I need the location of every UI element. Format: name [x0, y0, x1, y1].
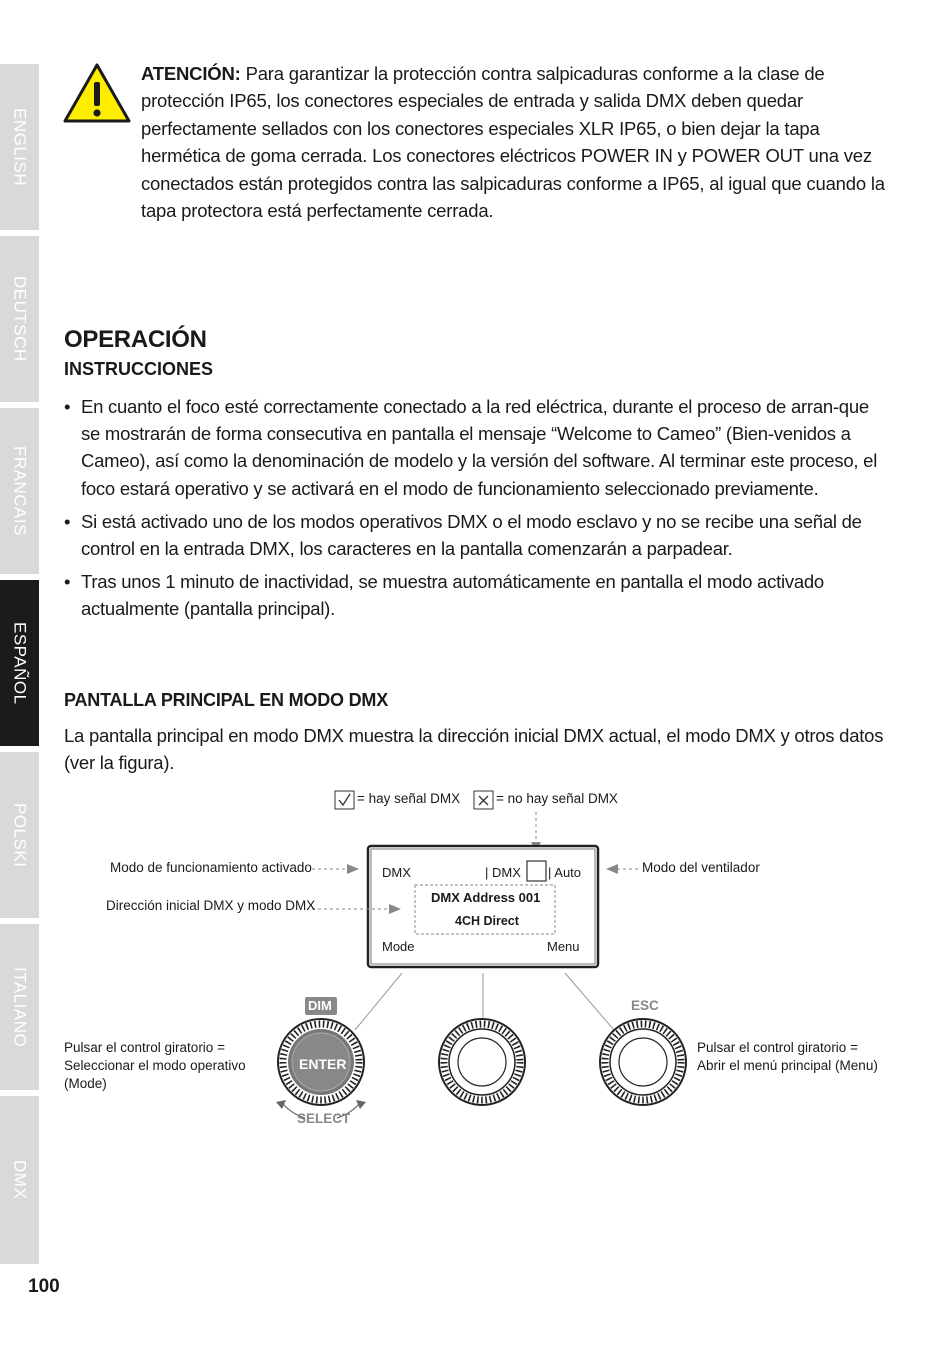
esc-knob[interactable]: [600, 1019, 686, 1105]
legend-signal: = hay señal DMX: [357, 791, 461, 806]
caption-line: Pulsar el control giratorio =: [697, 1040, 858, 1055]
caption-left: [64, 1039, 264, 1093]
tab-label: FRANCAIS: [10, 446, 30, 536]
middle-knob[interactable]: [439, 1019, 525, 1105]
display-auto-text: | Auto: [548, 865, 582, 880]
caption-right: [697, 1039, 907, 1075]
esc-label: ESC: [631, 998, 659, 1013]
display-dmx-mode: 4CH Direct: [455, 914, 519, 928]
section-title: OPERACIÓN: [64, 326, 207, 353]
label-operating-mode: Modo de funcionamiento activado: [110, 860, 312, 875]
dmx-section-text: La pantalla principal en modo DMX muestra la dirección inicial DMX actual, el modo DMX y otros datos (ver la figura).: [64, 725, 884, 774]
tab-label: ITALIANO: [10, 966, 30, 1048]
connector-line: [565, 973, 614, 1030]
display-mode-text: DMX: [382, 865, 411, 880]
display-address: DMX Address 001: [431, 890, 541, 905]
page-number: 100: [28, 1276, 60, 1297]
display-menu-softkey: Menu: [547, 939, 580, 954]
label-fan-mode: Modo del ventilador: [642, 860, 760, 875]
enter-label: ENTER: [299, 1056, 347, 1072]
legend-no-signal: = no hay señal DMX: [496, 791, 618, 806]
tab-label: POLSKI: [10, 802, 30, 868]
tab-label: ESPAÑOL: [10, 621, 30, 705]
caption-line: Seleccionar el modo operativo: [64, 1058, 246, 1073]
arrow-head: [356, 1100, 366, 1109]
dim-label: DIM: [308, 998, 332, 1013]
connector-line: [355, 973, 402, 1030]
section-subtitle: INSTRUCCIONES: [64, 359, 214, 379]
dmx-signal-box: [527, 861, 546, 881]
tab-label: ENGLISH: [10, 107, 30, 187]
label-dmx-address: Dirección inicial DMX y modo DMX: [106, 898, 316, 913]
dmx-section-title: PANTALLA PRINCIPAL EN MODO DMX: [64, 690, 388, 710]
attention-body: Para garantizar la protección contra salpicaduras conforme a la clase de protección IP65, los conectores especiales de entrada y salida DMX deben quedar perfectamente sellados con los conectores especiales XLR IP65, o bien dejar la tapa hermética de goma cerrada. Los conectores eléctricos POWER IN y POWER OUT una vez conectados están protegidos contra las salpicaduras conforme a IP65, al igual que cuando la tapa protectora está perfectamente cerrada.: [141, 63, 885, 222]
arrow-head: [347, 864, 359, 874]
list-item: • Si está activado uno de los modos operativos DMX o el modo esclavo y no se recibe una señal de control en la entrada DMX, los caracteres en la pantalla comenzarán a parpadear.: [64, 508, 884, 562]
list-item: • En cuanto el foco esté correctamente conectado a la red eléctrica, durante el proceso de arran-que se mostrarán de forma consecutiva en pantalla el mensaje “Welcome to Cameo” (Bien-venidos a Cameo), así como la denominación de modelo y la versión del software. Al terminar este proceso, el foco estará operativo y se activará en el modo de funcionamiento seleccionado previamente.: [64, 393, 884, 502]
display-mode-softkey: Mode: [382, 939, 415, 954]
arrow-head: [606, 864, 618, 874]
caption-line: Pulsar el control giratorio =: [64, 1040, 225, 1055]
caption-line: Abrir el menú principal (Menu): [697, 1058, 878, 1073]
tab-label: DEUTSCH: [10, 276, 30, 362]
checkbox-icon: [335, 791, 354, 809]
caption-line: (Mode): [64, 1076, 107, 1091]
list-item: • Tras unos 1 minuto de inactividad, se muestra automáticamente en pantalla el modo activado actualmente (pantalla principal).: [64, 568, 884, 622]
attention-label: ATENCIÓN:: [141, 63, 241, 84]
tab-label: DMX: [10, 1160, 30, 1200]
select-label: SELECT: [297, 1111, 351, 1126]
arrow-head: [276, 1100, 286, 1109]
display-dmx-text: | DMX: [485, 865, 521, 880]
